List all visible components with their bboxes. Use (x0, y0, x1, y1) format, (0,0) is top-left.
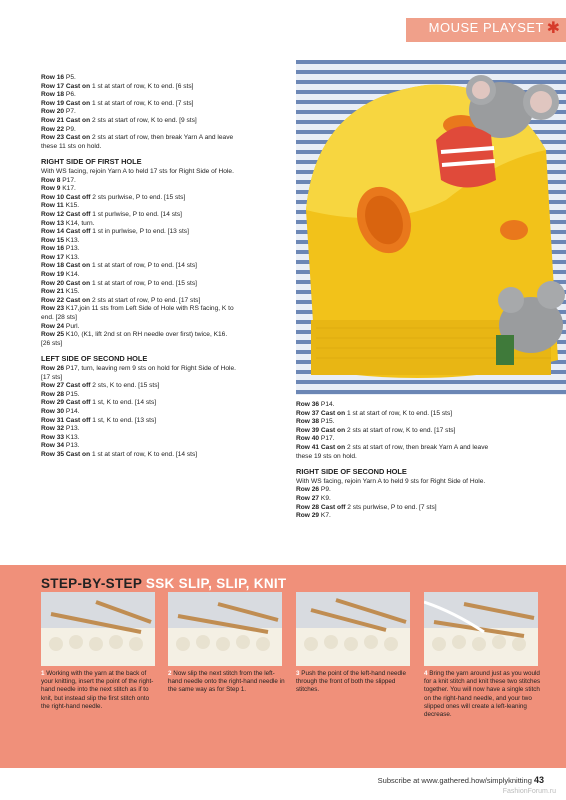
pattern-row: these 11 sts on hold. (41, 142, 102, 150)
mouse-cheese-photo (296, 60, 566, 395)
pattern-row: Row 16 P5. (41, 74, 76, 81)
pattern-row: Row 40 P17. (296, 435, 335, 443)
pattern-row: Row 28 P15. (41, 390, 80, 398)
pattern-row: end. [28 sts] (41, 314, 77, 322)
pattern-row: Row 30 P14. (41, 407, 80, 415)
pattern-row: With WS facing, rejoin Yarn A to held 9 sts for Right Side of Hole. (296, 477, 486, 485)
pattern-row: Row 11 K15. (41, 202, 80, 210)
step-3-image (296, 592, 410, 666)
pattern-right-column (296, 401, 536, 521)
subscribe-link[interactable]: Subscribe at www.gathered.how/simplyknitting (377, 776, 532, 785)
pattern-row: Row 27 K9. (296, 494, 331, 502)
section-heading-left-second-hole: LEFT SIDE OF SECOND HOLE (41, 354, 148, 364)
pattern-row: Row 26 P9. (296, 486, 331, 494)
pattern-row: [17 sts] (41, 373, 63, 381)
step-by-step-title: STEP-BY-STEP SSK SLIP, SLIP, KNIT (41, 576, 287, 591)
pattern-row: Row 16 P13. (41, 245, 80, 253)
right-second-hole-rows (296, 478, 536, 521)
pattern-row: Row 28 Cast off 2 sts purlwise, P to end. [7 sts] (296, 503, 437, 511)
pattern-row: Row 36 P14. (296, 401, 335, 408)
step-3-text: 3 Push the point of the left-hand needle through the front of both the slipped stitches. (296, 670, 406, 694)
pattern-row: Row 31 Cast off 1 st, K to end. [13 sts] (41, 416, 157, 424)
pattern-row: Row 21 K15. (41, 288, 80, 296)
pattern-row: Row 8 P17. (41, 176, 76, 184)
pattern-left-column (41, 74, 291, 460)
right-first-hole-rows (41, 168, 291, 348)
right-rows (296, 401, 536, 461)
page-footer (378, 775, 544, 785)
pattern-row: Row 22 Cast on 2 sts at start of row, P to end. [17 sts] (41, 296, 201, 304)
step-2-text: 2 Now slip the next stitch from the left-hand needle onto the right-hand needle in the same way as for Step 1. (168, 670, 285, 694)
pattern-row: Row 13 K14, turn. (41, 219, 95, 227)
step-2-image (168, 592, 282, 666)
pattern-row: Row 39 Cast on 2 sts at start of row, K to end. [17 sts] (296, 426, 456, 434)
intro-rows (41, 74, 291, 151)
step-1-text: 1 Working with the yarn at the back of your knitting, insert the point of the right-hand needle into the next stitch as if to knit, but instead slip the first stitch onto the right-hand needle. (41, 670, 154, 710)
section-heading-right-second-hole: RIGHT SIDE OF SECOND HOLE (296, 467, 407, 477)
pattern-row: Row 14 Cast off 1 st in purlwise, P to end. [13 sts] (41, 228, 189, 236)
step-4-image (424, 592, 538, 666)
pattern-row: Row 29 K7. (296, 512, 331, 520)
pattern-row: Row 17 K13. (41, 253, 80, 261)
pattern-row: Row 24 Purl. (41, 322, 80, 330)
pattern-row: Row 38 P15. (296, 418, 335, 426)
pattern-row: Row 41 Cast on 2 sts at start of row, then break Yarn A and leave (296, 443, 489, 451)
pattern-row: Row 15 K13. (41, 236, 80, 244)
left-second-hole-rows (41, 365, 291, 460)
pattern-row: Row 21 Cast on 2 sts at start of row, K to end. [9 sts] (41, 116, 197, 124)
pattern-row: [26 sts] (41, 339, 63, 347)
pattern-row: Row 9 K17. (41, 185, 76, 193)
pattern-row: Row 12 Cast off 1 st purlwise, P to end. [14 sts] (41, 210, 182, 218)
pattern-row: Row 27 Cast off 2 sts, K to end. [15 sts] (41, 382, 160, 390)
pattern-row: With WS facing, rejoin Yarn A to held 17 sts for Right Side of Hole. (41, 167, 234, 175)
pattern-row: Row 23 Cast on 2 sts at start of row, then break Yarn A and leave (41, 134, 234, 142)
pattern-row: Row 18 Cast on 1 st at start of row, P to end. [14 sts] (41, 262, 198, 270)
pattern-row: Row 17 Cast on 1 st at start of row, K to end. [6 sts] (41, 82, 194, 90)
pattern-row: Row 32 P13. (41, 425, 80, 433)
pattern-row: Row 35 Cast on 1 st at start of row, K to end. [14 sts] (41, 450, 198, 458)
pattern-row: Row 26 P17, turn, leaving rem 9 sts on hold for Right Side of Hole. (41, 365, 236, 372)
pattern-row: Row 23 K17,join 11 sts from Left Side of Hole with RS facing, K to (41, 305, 234, 313)
pattern-row: Row 22 P9. (41, 125, 76, 133)
section-title: MOUSE PLAYSET (428, 20, 544, 35)
step-1-image (41, 592, 155, 666)
watermark: FashionForum.ru (502, 788, 556, 795)
pattern-row: Row 19 Cast on 1 st at start of row, K to end. [7 sts] (41, 99, 194, 107)
pattern-row: Row 29 Cast off 1 st, K to end. [14 sts] (41, 399, 157, 407)
pattern-row: Row 25 K10, (K1, lift 2nd st on RH needle over first) twice, K16. (41, 331, 228, 339)
pattern-row: these 19 sts on hold. (296, 452, 357, 460)
pattern-row: Row 34 P13. (41, 442, 80, 450)
page-number: 43 (533, 775, 544, 785)
pattern-row: Row 20 P7. (41, 108, 76, 116)
asterisk-icon: ✱ (546, 20, 560, 37)
section-heading-right-first-hole: RIGHT SIDE OF FIRST HOLE (41, 157, 142, 167)
pattern-row: Row 37 Cast on 1 st at start of row, K to end. [15 sts] (296, 409, 453, 417)
pattern-row: Row 19 K14. (41, 271, 80, 279)
pattern-row: Row 33 K13. (41, 433, 80, 441)
pattern-row: Row 10 Cast off 2 sts purlwise, P to end. [15 sts] (41, 193, 186, 201)
pattern-row: Row 20 Cast on 1 st at start of row, P to end. [15 sts] (41, 279, 198, 287)
step-4-text: 4 Bring the yarn around just as you would for a knit stitch and knit these two stitches together. You will now have a single stitch on the right-hand needle, and your two slipped ones will create a left-leaning decrease. (424, 670, 541, 719)
pattern-row: Row 18 P6. (41, 91, 76, 99)
